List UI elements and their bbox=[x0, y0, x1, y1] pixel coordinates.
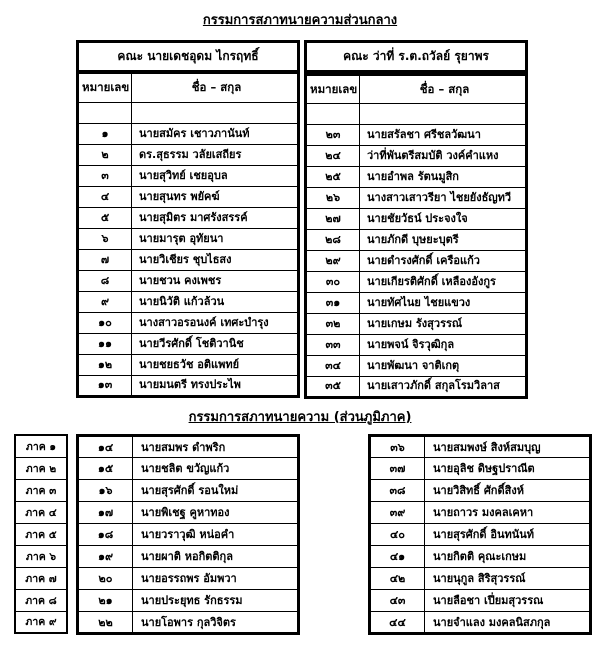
table-row bbox=[78, 436, 299, 458]
row-number-cell: ๑๘ bbox=[78, 524, 133, 546]
row-number-cell: ๔๒ bbox=[370, 568, 425, 590]
region-label-cell: ภาค ๗ bbox=[15, 567, 67, 589]
row-name-cell: นายนิวัติ แก้วล้วน bbox=[132, 291, 299, 312]
row-number-cell: ๓๘ bbox=[370, 480, 425, 502]
column-header-number: หมายเลข bbox=[78, 73, 132, 102]
regional-right-table bbox=[368, 434, 592, 635]
regional-left-wrapper bbox=[14, 434, 300, 635]
row-number-cell: ๒๑ bbox=[78, 590, 133, 612]
region-row bbox=[15, 589, 67, 611]
table-row bbox=[78, 590, 299, 612]
row-number-cell: ๑๓ bbox=[78, 375, 132, 396]
central-tables-area bbox=[0, 40, 600, 399]
row-number-cell: ๑๙ bbox=[78, 546, 133, 568]
region-row bbox=[15, 457, 67, 479]
table-row bbox=[78, 270, 299, 291]
row-name-cell: นายพัฒนา จาติเกตุ bbox=[360, 355, 527, 376]
table-header-row bbox=[306, 74, 527, 103]
table-row bbox=[78, 291, 299, 312]
row-name-cell: นางสาวเสาวรียา ไชยยังธัญทวี bbox=[360, 187, 527, 208]
table-row bbox=[78, 480, 299, 502]
central-section-title: กรรมการสภาทนายความส่วนกลาง bbox=[202, 13, 398, 28]
row-name-cell: นายดำรงศักดิ์ เครือแก้ว bbox=[360, 250, 527, 271]
table-row bbox=[78, 228, 299, 249]
column-header-name: ชื่อ – สกุล bbox=[132, 73, 299, 102]
table-row bbox=[78, 144, 299, 165]
table-row bbox=[78, 458, 299, 480]
row-name-cell: นายประยุทธ รักธรรม bbox=[133, 590, 299, 612]
table-row bbox=[78, 354, 299, 375]
region-label-cell: ภาค ๑ bbox=[15, 435, 67, 457]
row-name-cell: นายสมพงษ์ สิงห์สมบุญ bbox=[425, 436, 591, 458]
regional-left-body bbox=[78, 436, 299, 634]
row-name-cell: นายวีรศักดิ์ โชติวานิช bbox=[132, 333, 299, 354]
row-number-cell: ๓๐ bbox=[306, 271, 360, 292]
row-number-cell: ๑๐ bbox=[78, 312, 132, 333]
row-number-cell: ๒๘ bbox=[306, 229, 360, 250]
row-name-cell: นายวราวุฒิ หน่อคำ bbox=[133, 524, 299, 546]
region-row bbox=[15, 523, 67, 545]
row-name-cell: นายโอพาร กุลวิจิตร bbox=[133, 612, 299, 634]
row-number-cell: ๘ bbox=[78, 270, 132, 291]
row-number-cell: ๑๑ bbox=[78, 333, 132, 354]
row-name-cell: นายเสาวภักดิ์ สกุลโรมวิลาส bbox=[360, 376, 527, 397]
row-name-cell: นายภักดี บุษยะบุตรี bbox=[360, 229, 527, 250]
left-committee-table bbox=[76, 73, 300, 398]
column-header-number: หมายเลข bbox=[306, 74, 360, 103]
row-number-cell: ๓๙ bbox=[370, 502, 425, 524]
column-header-name: ชื่อ – สกุล bbox=[360, 74, 527, 103]
row-number-cell: ๒๓ bbox=[306, 124, 360, 145]
row-name-cell: นายมนตรี ทรงประไพ bbox=[132, 375, 299, 396]
row-name-cell: นายพิเชฐ คูหาทอง bbox=[133, 502, 299, 524]
region-label-cell: ภาค ๔ bbox=[15, 501, 67, 523]
row-number-cell: ๔๔ bbox=[370, 612, 425, 634]
row-name-cell: นายชยธวัช อติแพทย์ bbox=[132, 354, 299, 375]
row-number-cell: ๒๕ bbox=[306, 166, 360, 187]
row-number-cell: ๓๑ bbox=[306, 292, 360, 313]
row-name-cell: นายมารุต อุทัยนา bbox=[132, 228, 299, 249]
table-row bbox=[306, 166, 527, 187]
row-number-cell: ๕ bbox=[78, 207, 132, 228]
region-row bbox=[15, 545, 67, 567]
table-row bbox=[78, 249, 299, 270]
table-row bbox=[306, 355, 527, 376]
row-number-cell: ๓๓ bbox=[306, 334, 360, 355]
table-row bbox=[78, 502, 299, 524]
table-row bbox=[306, 292, 527, 313]
row-name-cell: นายสรัลชา ศรีชลวัฒนา bbox=[360, 124, 527, 145]
row-name-cell: นายลือชา เปี่ยมสุวรรณ bbox=[425, 590, 591, 612]
row-name-cell: นายสุวิทย์ เชยอุบล bbox=[132, 165, 299, 186]
row-name-cell: นางสาวอรอนงค์ เทศะบำรุง bbox=[132, 312, 299, 333]
row-number-cell: ๒๙ bbox=[306, 250, 360, 271]
spacer-row bbox=[306, 103, 527, 124]
row-name-cell: นายสมัคร เชาวภานันท์ bbox=[132, 123, 299, 144]
row-name-cell: นายผาติ หอกิตติกุล bbox=[133, 546, 299, 568]
row-name-cell: นายถาวร มงคลเคหา bbox=[425, 502, 591, 524]
table-row bbox=[370, 612, 591, 634]
row-number-cell: ๑๔ bbox=[78, 436, 133, 458]
row-number-cell: ๗ bbox=[78, 249, 132, 270]
row-number-cell: ๔๐ bbox=[370, 524, 425, 546]
left-committee-body bbox=[78, 102, 299, 396]
row-number-cell: ๒๐ bbox=[78, 568, 133, 590]
table-row bbox=[306, 271, 527, 292]
row-name-cell: นายชัยวัธน์ ประจงใจ bbox=[360, 208, 527, 229]
row-number-cell: ๑๕ bbox=[78, 458, 133, 480]
table-row bbox=[370, 458, 591, 480]
row-number-cell: ๓๔ bbox=[306, 355, 360, 376]
table-header-row bbox=[78, 73, 299, 102]
table-row bbox=[306, 334, 527, 355]
table-row bbox=[370, 480, 591, 502]
table-row bbox=[306, 229, 527, 250]
table-row bbox=[78, 312, 299, 333]
table-row bbox=[306, 124, 527, 145]
table-row bbox=[306, 187, 527, 208]
table-row bbox=[306, 250, 527, 271]
table-row bbox=[370, 524, 591, 546]
table-row bbox=[370, 568, 591, 590]
regional-left-table bbox=[76, 434, 300, 635]
region-label-cell: ภาค ๓ bbox=[15, 479, 67, 501]
row-name-cell: นายสุนทร พยัคฆ์ bbox=[132, 186, 299, 207]
regional-tables-area bbox=[0, 434, 600, 635]
row-number-cell: ๙ bbox=[78, 291, 132, 312]
regional-left-block bbox=[76, 434, 300, 635]
regional-section-title: กรรมการสภาทนายความ (ส่วนภูมิภาค) bbox=[188, 409, 412, 425]
table-row bbox=[370, 436, 591, 458]
table-row bbox=[78, 375, 299, 396]
table-row bbox=[306, 145, 527, 166]
table-row bbox=[78, 165, 299, 186]
table-row bbox=[306, 208, 527, 229]
row-name-cell: นายวิสิทธิ์ ศักดิ์สิงห์ bbox=[425, 480, 591, 502]
row-name-cell: นายทัศไนย ไชยแขวง bbox=[360, 292, 527, 313]
row-name-cell: นายอรรถพร อัมพวา bbox=[133, 568, 299, 590]
row-name-cell: ว่าที่พันตรีสมบัติ วงค์คำแหง bbox=[360, 145, 527, 166]
row-name-cell: นายสุรศักดิ์ รอนใหม่ bbox=[133, 480, 299, 502]
row-name-cell: นายวิเชียร ชุบไธสง bbox=[132, 249, 299, 270]
row-number-cell: ๒ bbox=[78, 144, 132, 165]
row-name-cell: นายสมพร ดำพริก bbox=[133, 436, 299, 458]
row-name-cell: นายชวน คงเพชร bbox=[132, 270, 299, 291]
row-number-cell: ๖ bbox=[78, 228, 132, 249]
row-number-cell: ๒๒ bbox=[78, 612, 133, 634]
row-number-cell: ๑๖ bbox=[78, 480, 133, 502]
table-row bbox=[78, 333, 299, 354]
region-row bbox=[15, 435, 67, 457]
row-number-cell: ๒๖ bbox=[306, 187, 360, 208]
table-row bbox=[306, 313, 527, 334]
table-row bbox=[78, 568, 299, 590]
row-number-cell: ๓๕ bbox=[306, 376, 360, 397]
region-row bbox=[15, 567, 67, 589]
row-number-cell: ๑๒ bbox=[78, 354, 132, 375]
table-row bbox=[78, 612, 299, 634]
region-label-table bbox=[14, 434, 68, 634]
regional-right-body bbox=[370, 436, 591, 634]
row-name-cell: นายอำพล รัตนมูสิก bbox=[360, 166, 527, 187]
row-number-cell: ๓๖ bbox=[370, 436, 425, 458]
region-label-cell: ภาค ๒ bbox=[15, 457, 67, 479]
row-name-cell: ดร.สุธรรม วลัยเสถียร bbox=[132, 144, 299, 165]
table-row bbox=[78, 123, 299, 144]
table-row bbox=[78, 186, 299, 207]
row-name-cell: นายพจน์ จิรวุฒิกุล bbox=[360, 334, 527, 355]
document-page bbox=[0, 13, 600, 670]
row-name-cell: นายนุกูล สิริสุวรรณ์ bbox=[425, 568, 591, 590]
table-row bbox=[370, 590, 591, 612]
right-committee-block bbox=[304, 40, 528, 399]
row-number-cell: ๒๗ bbox=[306, 208, 360, 229]
row-number-cell: ๓ bbox=[78, 165, 132, 186]
row-name-cell: นายเกียรติศักดิ์ เหลืองอังกูร bbox=[360, 271, 527, 292]
regional-right-block bbox=[368, 434, 592, 635]
row-name-cell: นายสุมิตร มาศรังสรรค์ bbox=[132, 207, 299, 228]
right-committee-table bbox=[304, 73, 528, 399]
row-name-cell: นายเกษม รังสุวรรณ์ bbox=[360, 313, 527, 334]
region-label-cell: ภาค ๙ bbox=[15, 611, 67, 633]
left-committee-block bbox=[76, 40, 300, 398]
row-number-cell: ๓๗ bbox=[370, 458, 425, 480]
row-name-cell: นายชลิต ขวัญแก้ว bbox=[133, 458, 299, 480]
row-name-cell: นายจำแลง มงคลนิสภกุล bbox=[425, 612, 591, 634]
region-label-cell: ภาค ๕ bbox=[15, 523, 67, 545]
row-number-cell: ๓๒ bbox=[306, 313, 360, 334]
right-committee-body bbox=[306, 103, 527, 397]
row-number-cell: ๑ bbox=[78, 123, 132, 144]
row-number-cell: ๑๗ bbox=[78, 502, 133, 524]
row-number-cell: ๔๑ bbox=[370, 546, 425, 568]
table-row bbox=[370, 502, 591, 524]
region-row bbox=[15, 479, 67, 501]
region-label-cell: ภาค ๖ bbox=[15, 545, 67, 567]
table-row bbox=[306, 376, 527, 397]
region-label-cell: ภาค ๘ bbox=[15, 589, 67, 611]
table-row bbox=[370, 546, 591, 568]
table-row bbox=[78, 546, 299, 568]
region-row bbox=[15, 611, 67, 633]
region-row bbox=[15, 501, 67, 523]
table-row bbox=[78, 207, 299, 228]
row-number-cell: ๒๔ bbox=[306, 145, 360, 166]
table-row bbox=[78, 524, 299, 546]
spacer-row bbox=[78, 102, 299, 123]
left-committee-heading: คณะ นายเดชอุดม ไกรฤทธิ์ bbox=[76, 40, 300, 73]
right-committee-heading: คณะ ว่าที่ ร.ต.ถวัลย์ รุยาพร bbox=[304, 40, 528, 73]
row-name-cell: นายอุลิช ดิษฐปราณีต bbox=[425, 458, 591, 480]
row-name-cell: นายสุรศักดิ์ อินทนันท์ bbox=[425, 524, 591, 546]
row-number-cell: ๔ bbox=[78, 186, 132, 207]
row-name-cell: นายกิตติ คุณะเกษม bbox=[425, 546, 591, 568]
region-label-body bbox=[15, 435, 67, 633]
row-number-cell: ๔๓ bbox=[370, 590, 425, 612]
